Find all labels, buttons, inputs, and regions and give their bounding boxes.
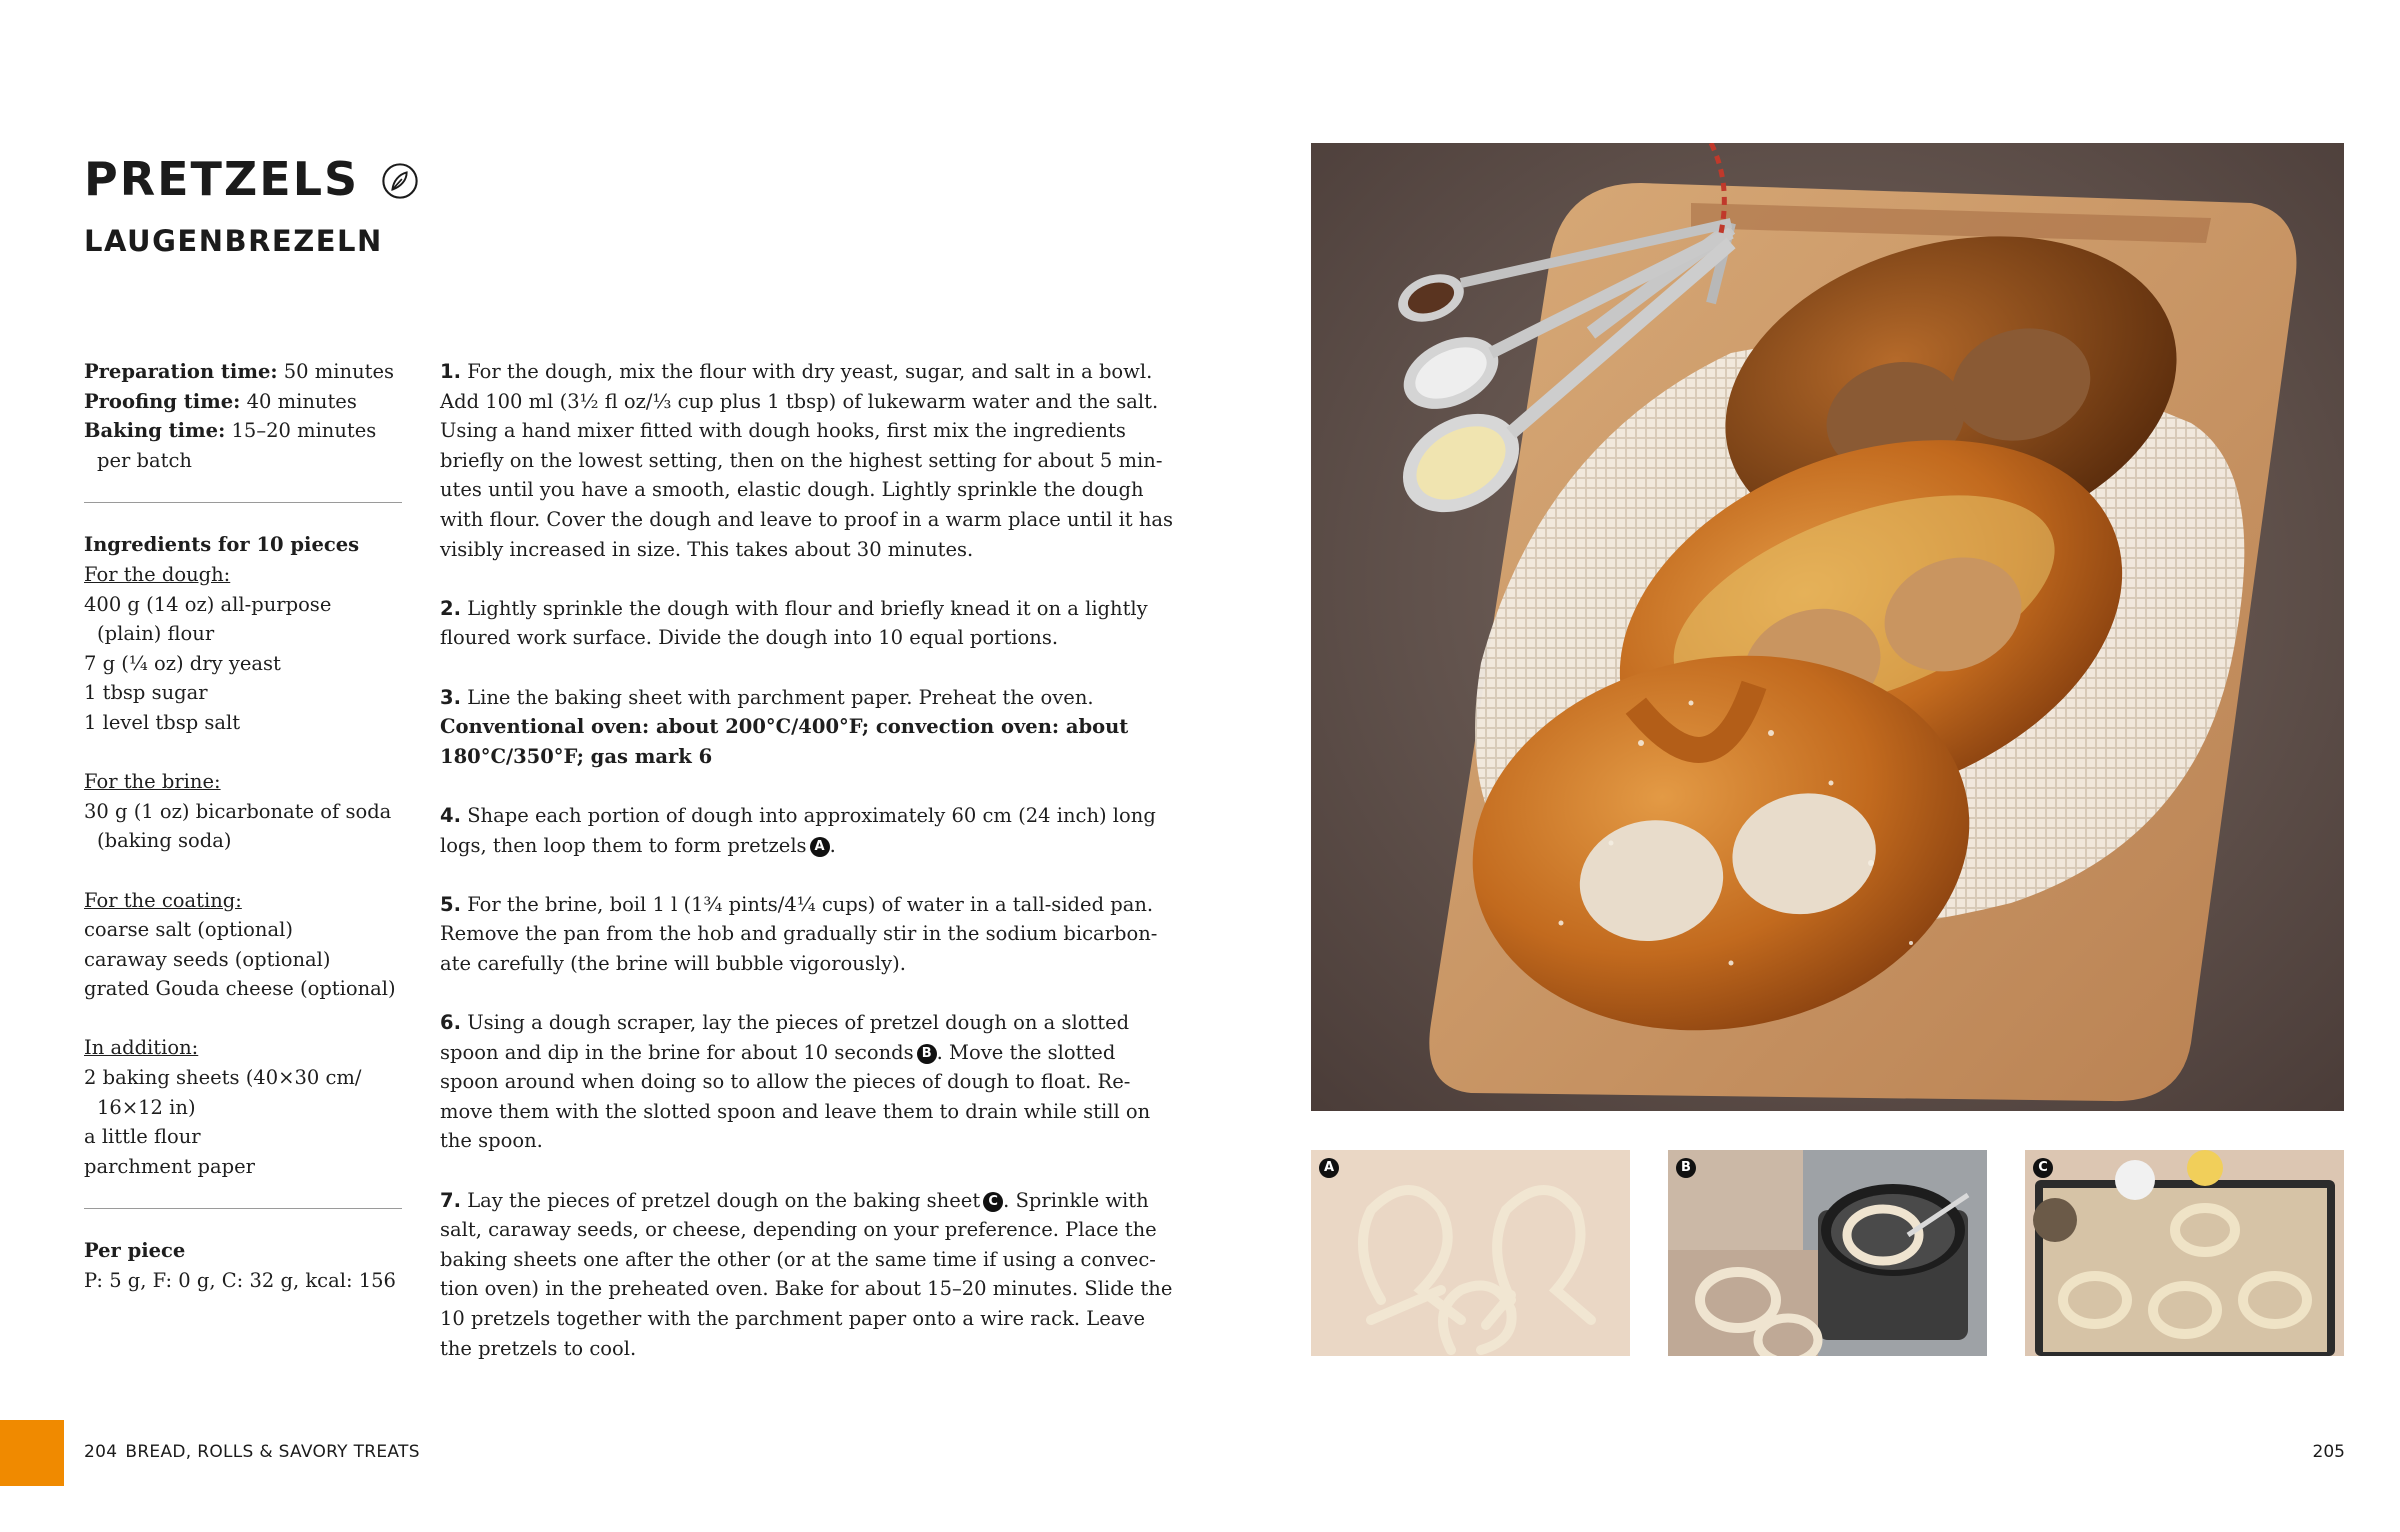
- right-page-number: 205: [2312, 1442, 2345, 1462]
- dough-heading: For the dough:: [84, 562, 231, 586]
- footer-color-tab: [0, 1420, 64, 1486]
- footer-left: [84, 1442, 420, 1462]
- method-column: [440, 357, 1174, 1363]
- photo-badge-a: A: [1319, 1158, 1339, 1178]
- ingredient-item: caraway seeds (optional): [84, 947, 331, 971]
- oven-temperature: Conventional oven: about 200°C/400°F; convection oven: about: [440, 715, 1129, 739]
- per-piece-heading: Per piece: [84, 1239, 186, 1263]
- step-number: 2.: [440, 596, 461, 620]
- step-3: 3. Line the baking sheet with parchment paper. Preheat the oven. Conventional oven: about 200°C/400°F; convection oven: about 180°C/350°F; gas mark 6: [440, 683, 1130, 772]
- ingredient-item: parchment paper: [84, 1154, 255, 1178]
- page-title: PRETZELS: [84, 152, 360, 206]
- step-a-photo: [1311, 1150, 1630, 1356]
- per-piece-value: P: 5 g, F: 0 g, C: 32 g, kcal: 156: [84, 1269, 396, 1293]
- section-name: BREAD, ROLLS & SAVORY TREATS: [125, 1442, 420, 1462]
- ingredient-item: (baking soda): [97, 829, 232, 853]
- step-number: 6.: [440, 1011, 461, 1035]
- addition-heading: In addition:: [84, 1036, 199, 1060]
- ingredient-item: coarse salt (optional): [84, 918, 293, 942]
- ingredient-item: 30 g (1 oz) bicarbonate of soda: [84, 799, 392, 823]
- step-number: 3.: [440, 685, 461, 709]
- ingredient-item: 16×12 in): [97, 1095, 196, 1119]
- photo-ref-c-icon: C: [983, 1192, 1003, 1212]
- hero-pretzel-photo: [1311, 143, 2344, 1111]
- ingredient-item: grated Gouda cheese (optional): [84, 977, 396, 1001]
- ingredient-item: 1 tbsp sugar: [84, 681, 208, 705]
- step-4: 4. Shape each portion of dough into approximately 60 cm (24 inch) long logs, then loop them to form pretzels A .: [440, 803, 1156, 857]
- step-2: 2. Lightly sprinkle the dough with flour and briefly knead it on a lightly floured work surface. Divide the dough into 10 equal portions.: [440, 596, 1148, 650]
- step-6: 6. Using a dough scraper, lay the pieces of pretzel dough on a slotted spoon and dip in the brine for about 10 seconds B . Move the slotted spoon around when doing so to allow the pieces of dough to float. Re- move them with the slotted spoon and leave them to drain while still on the spoon.: [440, 1011, 1151, 1153]
- ingredient-item: a little flour: [84, 1125, 201, 1149]
- step-5: 5. For the brine, boil 1 l (1¾ pints/4¼ cups) of water in a tall-sided pan. Remove the pan from the hob and gradually stir in the sodium bicarbon- ate carefully (the brine will bubble vigorously).: [440, 892, 1158, 975]
- step-number: 5.: [440, 892, 461, 916]
- step-1: 1. For the dough, mix the flour with dry yeast, sugar, and salt in a bowl. Add 100 ml (3½ fl oz/⅓ cup plus 1 tbsp) of lukewarm water and the salt. Using a hand mixer fitted with dough hooks, first mix the ingredients briefly on the lowest setting, then on the highest setting for about 5 min- utes until you have a smooth, elastic dough. Lightly sprinkle the dough with flour. Cover the dough and leave to proof in a warm place until it has visibly increased in size. This takes about 30 minutes.: [440, 360, 1174, 561]
- brine-heading: For the brine:: [84, 770, 221, 794]
- step-number: 4.: [440, 803, 461, 827]
- step-number: 7.: [440, 1188, 461, 1212]
- proof-time: Proofing time: 40 minutes: [84, 389, 357, 413]
- bake-time: Baking time: 15–20 minutes: [84, 419, 377, 443]
- oven-temperature: 180°C/350°F; gas mark 6: [440, 744, 713, 768]
- step-7: 7. Lay the pieces of pretzel dough on the baking sheet C . Sprinkle with salt, caraway seeds, or cheese, depending on your preference. Place the baking sheets one after the other (or at the same time if using a convec- tion oven) in the preheated oven. Bake for about 15–20 minutes. Slide the 10 pretzels together with the parchment paper onto a wire rack. Leave the pretzels to cool.: [440, 1188, 1173, 1360]
- photo-badge-c: C: [2033, 1158, 2053, 1178]
- ingredient-item: (plain) flour: [97, 622, 215, 646]
- photo-ref-a-icon: A: [810, 837, 830, 857]
- step-c-photo: [2025, 1150, 2344, 1356]
- left-page-number: 204: [84, 1442, 118, 1462]
- step-number: 1.: [440, 360, 461, 383]
- ingredient-item: 2 baking sheets (40×30 cm/: [84, 1066, 362, 1090]
- prep-time: Preparation time: 50 minutes: [84, 360, 395, 383]
- ingredients-heading: Ingredients for 10 pieces: [84, 533, 360, 557]
- bake-time-cont: per batch: [97, 448, 192, 472]
- ingredient-item: 1 level tbsp salt: [84, 710, 241, 734]
- ingredient-item: 7 g (¼ oz) dry yeast: [84, 651, 281, 675]
- vegetarian-leaf-icon: [381, 162, 419, 200]
- recipe-info-column: [84, 357, 404, 1296]
- photo-ref-b-icon: B: [917, 1044, 937, 1064]
- ingredient-item: 400 g (14 oz) all-purpose: [84, 592, 332, 616]
- step-b-photo: [1668, 1150, 1987, 1356]
- photo-badge-b: B: [1676, 1158, 1696, 1178]
- page-subtitle: LAUGENBREZELN: [84, 224, 383, 258]
- coating-heading: For the coating:: [84, 888, 242, 912]
- title-row: [84, 152, 419, 206]
